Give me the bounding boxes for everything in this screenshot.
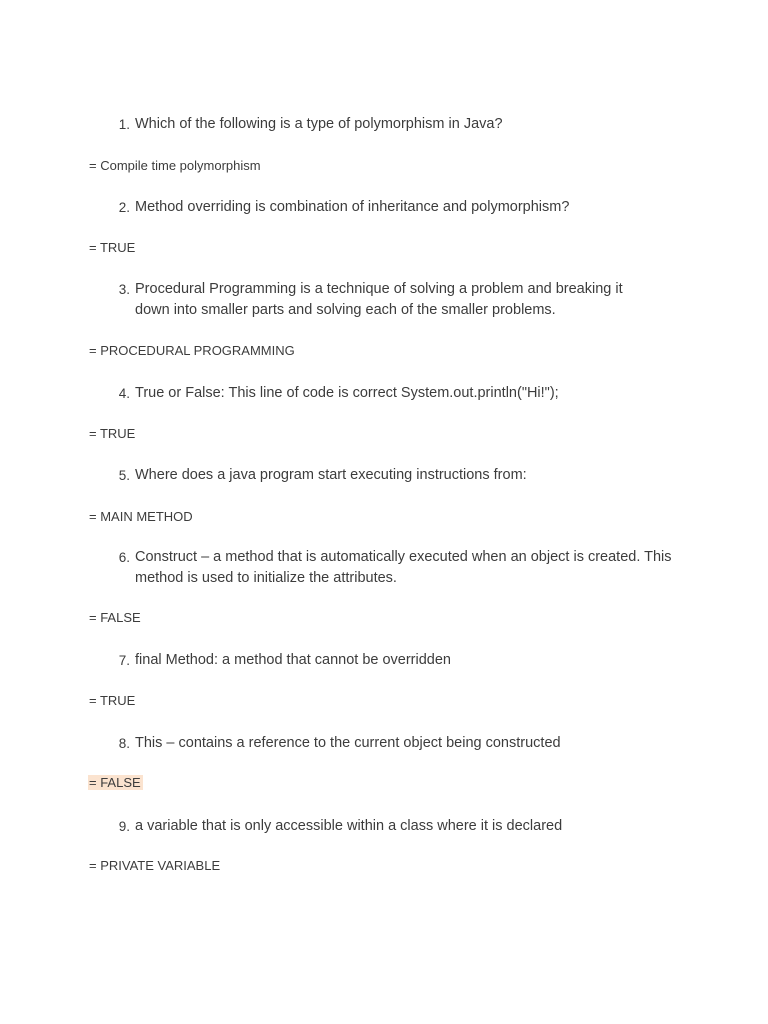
question-number-7: 7. — [118, 653, 130, 668]
question-9 — [118, 816, 695, 837]
question-number-9: 9. — [118, 819, 130, 834]
question-8 — [118, 733, 695, 754]
question-number-6: 6. — [118, 550, 130, 565]
question-2 — [118, 197, 695, 218]
question-text-5: Where does a java program start executing instructions from: — [135, 467, 527, 483]
answer-4: = TRUE — [89, 426, 136, 441]
question-text-8: This – contains a reference to the current object being constructed — [135, 735, 561, 751]
highlighted-answer-8: = FALSE — [89, 775, 141, 790]
question-1 — [118, 114, 695, 135]
question-text-1: Which of the following is a type of polymorphism in Java? — [135, 116, 503, 132]
question-number-1: 1. — [118, 117, 130, 132]
question-3 — [118, 279, 655, 321]
question-text-6: Construct – a method that is automatically executed when an object is created. This method is used to initialize the attributes. — [135, 549, 672, 586]
answer-7: = TRUE — [89, 693, 136, 708]
question-number-8: 8. — [118, 736, 130, 751]
question-text-7: final Method: a method that cannot be overridden — [135, 652, 451, 668]
answer-2: = TRUE — [89, 240, 136, 255]
question-6 — [118, 547, 675, 589]
answer-6: = FALSE — [89, 610, 141, 625]
answer-3: = PROCEDURAL PROGRAMMING — [89, 343, 295, 358]
question-4 — [118, 383, 695, 404]
question-number-3: 3. — [118, 282, 130, 297]
answer-5: = MAIN METHOD — [89, 509, 193, 524]
question-text-3: Procedural Programming is a technique of solving a problem and breaking it down into smaller parts and solving each of the smaller problems. — [135, 281, 623, 318]
question-text-4: True or False: This line of code is correct System.out.println("Hi!"); — [135, 385, 559, 401]
answer-1: = Compile time polymorphism — [89, 158, 261, 173]
question-text-9: a variable that is only accessible within a class where it is declared — [135, 818, 563, 834]
question-number-4: 4. — [118, 386, 130, 401]
question-5 — [118, 465, 695, 486]
question-7 — [118, 650, 695, 671]
answer-8 — [89, 774, 143, 792]
answer-9: = PRIVATE VARIABLE — [89, 858, 221, 873]
question-number-2: 2. — [118, 200, 130, 215]
question-number-5: 5. — [118, 468, 130, 483]
question-text-2: Method overriding is combination of inheritance and polymorphism? — [135, 199, 570, 215]
